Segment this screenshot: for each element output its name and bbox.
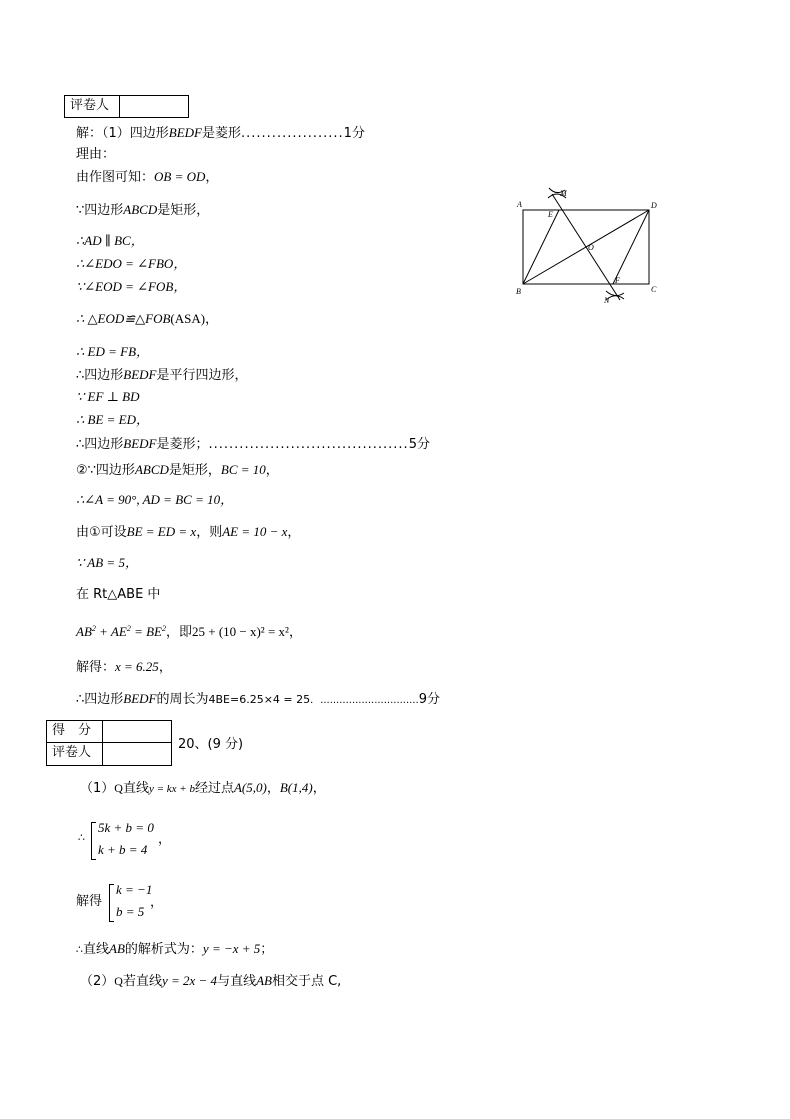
label-point-c: C: [651, 285, 657, 294]
sol19-line12: ∴ BE = ED，: [76, 412, 150, 427]
label-point-a: A: [517, 200, 522, 209]
sol19-line6: ∴∠EDO = ∠FBO，: [76, 256, 187, 271]
sol19-line3: 由作图可知：OB = OD，: [76, 169, 219, 185]
sol19-line10: ∴四边形BEDF是平行四边形，: [76, 367, 248, 383]
system1-comma: ，: [158, 832, 172, 847]
pythagoras-eq: $AB^2 + AE^2 = BE^2$: [76, 624, 166, 639]
sol19-line17: ∵ AB = 5，: [76, 555, 138, 570]
sol19-line15: ∴∠A = 90°, AD = BC = 10，: [76, 492, 234, 507]
question20-title: 20、(9 分): [178, 737, 244, 752]
sol19-line5: ∴AD ∥ BC，: [76, 233, 144, 248]
system2-comma: ，: [150, 895, 164, 910]
sol20-line4: ∴直线AB的解析式为：y = −x + 5；: [76, 941, 274, 957]
sol19-line7: ∵∠EOD = ∠FOB，: [76, 279, 187, 294]
label-point-e: E: [548, 210, 553, 219]
sol19-line19: $AB^2 + AE^2 = BE^2$，即25 + (10 − x)² = x²，: [76, 624, 302, 640]
system2-row2: b = 5: [116, 904, 145, 919]
grader-label: 评卷人: [47, 743, 103, 765]
sol20-line5: （2）Q若直线y = 2x − 4与直线AB相交于点 C,: [80, 973, 342, 989]
sol19-line20: 解得：x = 6.25，: [76, 659, 172, 675]
sol19-line14: ②∵四边形ABCD是矩形，BC = 10，: [76, 462, 279, 478]
sol19-line13: ∴四边形BEDF是菱形；.......................................5分: [76, 436, 430, 452]
label-point-b: B: [516, 287, 521, 296]
sol19-line1: 解：（1）四边形BEDF是菱形....................1分: [76, 125, 365, 141]
label-point-f: F: [615, 276, 620, 285]
sol19-line4: ∵四边形ABCD是矩形，: [76, 202, 210, 218]
sol19-reason: 理由：: [76, 147, 116, 162]
sol19-line21: ∴四边形BEDF的周长为4BE=6.25×4 = 25．...............................9分: [76, 691, 440, 707]
label-point-m: M: [560, 189, 567, 198]
system1-row1: 5k + b = 0: [98, 820, 154, 835]
sol19-line16: 由①可设BE = ED = x，则AE = 10 − x，: [76, 524, 301, 540]
sol19-line18: 在 Rt△ABE 中: [76, 587, 161, 602]
grader-label-top: 评卷人: [65, 96, 120, 117]
sol20-solve-label: 解得: [76, 894, 103, 909]
score-label: 得 分: [47, 721, 103, 743]
sol20-line1: （1）Q直线y = kx + b经过点A(5,0)，B(1,4)，: [80, 780, 326, 796]
system2-row1: k = −1: [116, 882, 153, 897]
sol19-line8: ∴ △EOD≌△FOB(ASA)，: [76, 311, 219, 327]
sol19-line11: ∵ EF ⊥ BD: [76, 389, 140, 404]
sol20-therefore: ∴: [78, 831, 85, 844]
label-point-o: O: [588, 243, 594, 252]
sol19-line9: ∴ ED = FB，: [76, 344, 150, 359]
label-point-n: N: [604, 296, 610, 305]
label-point-d: D: [651, 201, 657, 210]
system1-row2: k + b = 4: [98, 842, 148, 857]
